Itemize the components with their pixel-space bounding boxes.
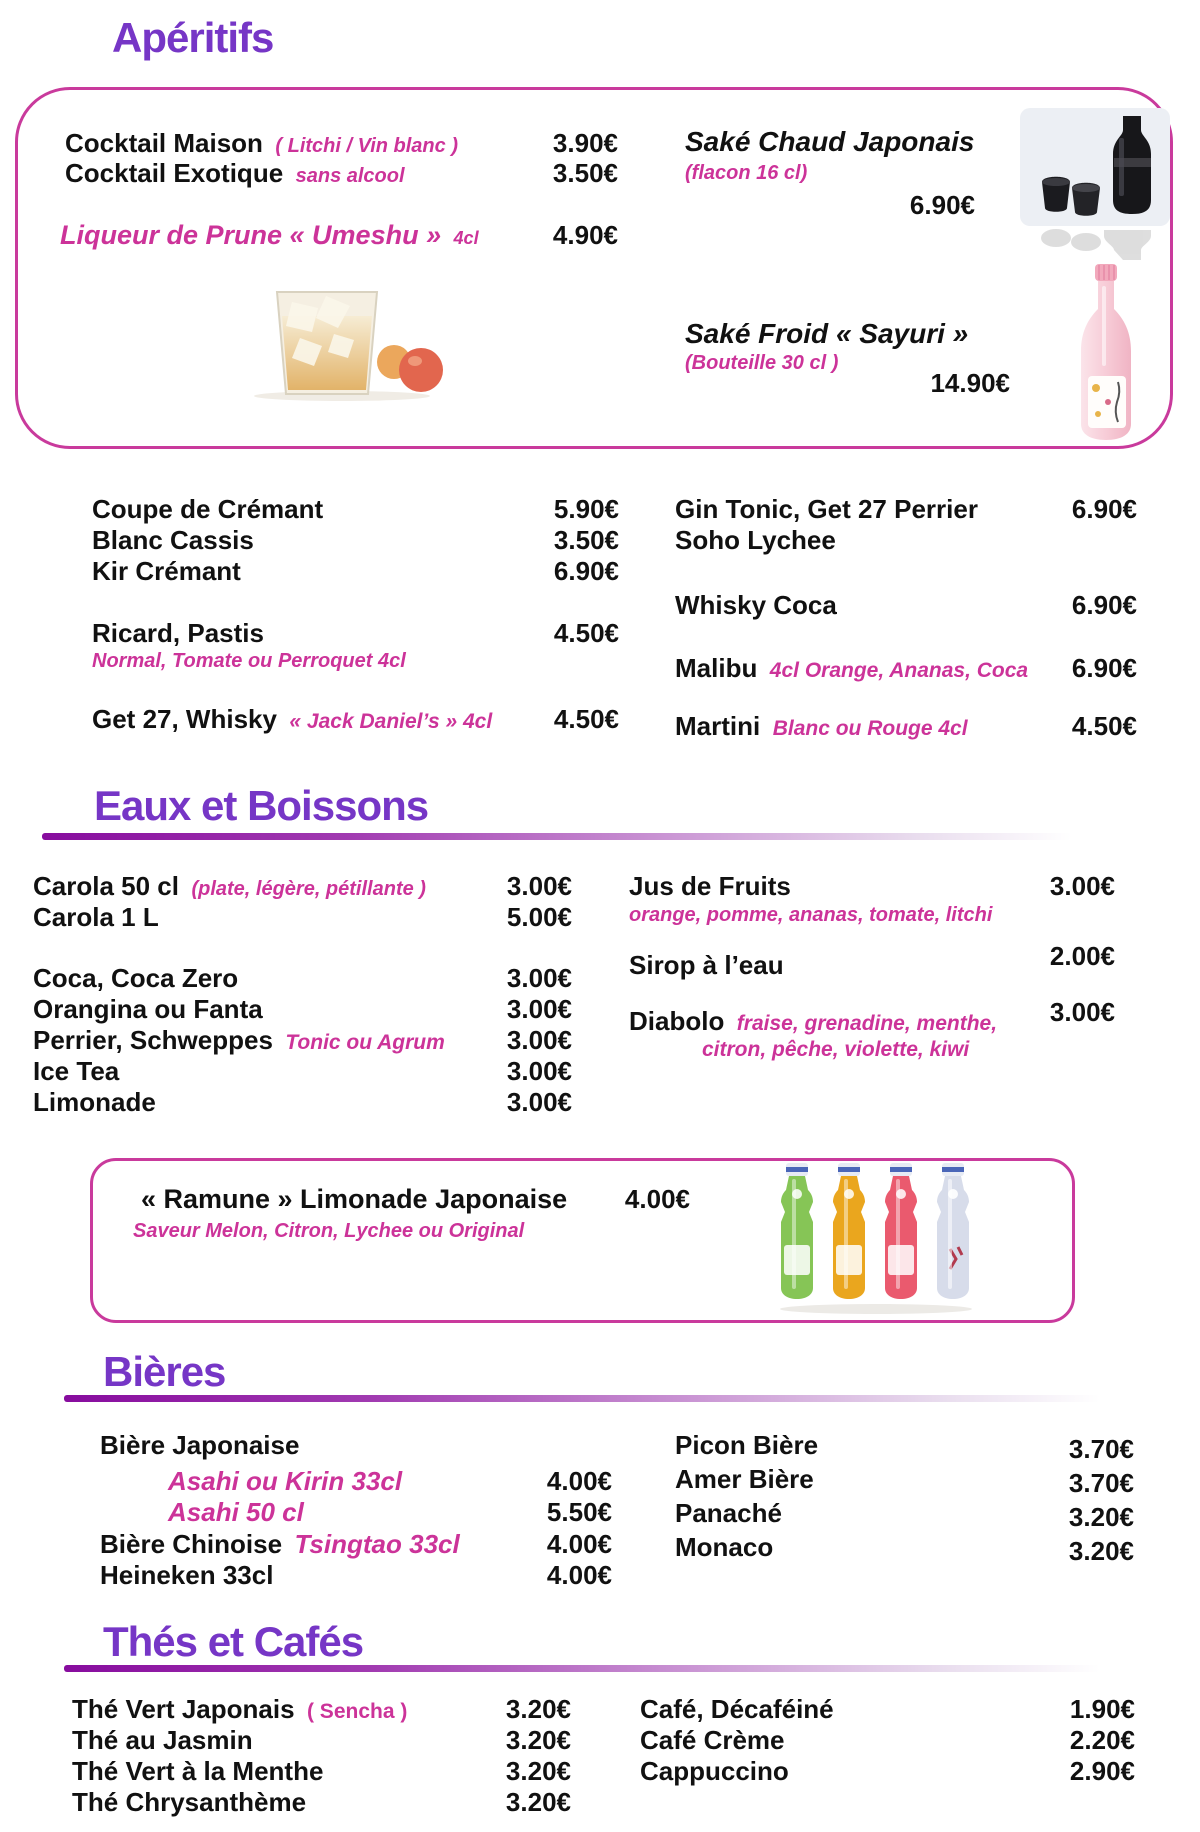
item-price: 5.90€ <box>553 494 619 524</box>
item-group-header: Bière Japonaise <box>100 1430 300 1460</box>
item-price: 6.90€ <box>909 190 975 220</box>
section-title-bieres: Bières <box>103 1348 226 1395</box>
item-name: Blanc Cassis <box>92 525 254 555</box>
item-price: 6.90€ <box>1071 653 1137 683</box>
item-note: citron, pêche, violette, kiwi <box>702 1038 970 1061</box>
item-name: Sirop à l’eau <box>629 950 784 980</box>
section-title-aperitifs: Apéritifs <box>112 14 274 61</box>
menu-row-get27 <box>92 704 492 735</box>
item-name: Cocktail Exotique <box>65 158 284 188</box>
item-name: Perrier, Schweppes <box>33 1025 273 1055</box>
item-price: 3.00€ <box>1049 997 1115 1027</box>
menu-row-martini <box>675 711 968 742</box>
item-note: fraise, grenadine, menthe, <box>736 1012 998 1035</box>
ramune-bottles-photo <box>772 1163 980 1315</box>
item-name: Gin Tonic, Get 27 Perrier <box>675 494 978 524</box>
item-name-ramune: « Ramune » Limonade Japonaise <box>141 1184 568 1214</box>
item-price: 4.90€ <box>552 220 618 250</box>
item-name-sake-froid: Saké Froid « Sayuri » <box>685 318 969 349</box>
item-price: 3.00€ <box>1049 871 1115 901</box>
item-price: 3.00€ <box>506 1087 572 1117</box>
item-name-sake-chaud: Saké Chaud Japonais <box>685 126 975 157</box>
item-name: Bière Chinoise <box>100 1529 283 1559</box>
item-name: Café, Décaféiné <box>640 1694 834 1724</box>
menu-row-tsingtao <box>100 1529 460 1560</box>
item-note: sans alcool <box>295 165 405 187</box>
item-note: Blanc ou Rouge 4cl <box>772 717 968 740</box>
menu-row-perrier <box>33 1025 445 1056</box>
item-name: Ricard, Pastis <box>92 618 264 648</box>
item-price: 14.90€ <box>930 368 1010 398</box>
item-name: Martini <box>675 711 761 741</box>
item-name: Jus de Fruits <box>629 871 791 901</box>
item-price: 3.70€ <box>1068 1468 1134 1498</box>
item-price: 3.00€ <box>506 1056 572 1086</box>
item-name: Carola 50 cl <box>33 871 179 901</box>
item-price: 3.70€ <box>1068 1434 1134 1464</box>
item-price: 2.90€ <box>1069 1756 1135 1786</box>
item-note: 4cl <box>453 228 479 248</box>
sayuri-bottle-photo <box>1058 262 1153 442</box>
item-note: ( Sencha ) <box>306 1700 408 1723</box>
menu-row-malibu <box>675 653 1028 684</box>
item-name: Diabolo <box>629 1006 725 1036</box>
item-name: Asahi ou Kirin 33cl <box>168 1466 403 1496</box>
item-name: Thé Chrysanthème <box>72 1787 307 1817</box>
item-note: Normal, Tomate ou Perroquet 4cl <box>92 650 406 672</box>
item-price: 6.90€ <box>1071 590 1137 620</box>
item-name: Monaco <box>675 1532 774 1562</box>
item-price: 2.20€ <box>1069 1725 1135 1755</box>
item-name: Café Crème <box>640 1725 785 1755</box>
item-price: 3.00€ <box>506 871 572 901</box>
item-note: « Jack Daniel’s » 4cl <box>289 710 493 733</box>
item-price: 1.90€ <box>1069 1694 1135 1724</box>
item-price: 3.20€ <box>505 1787 571 1817</box>
item-note: orange, pomme, ananas, tomate, litchi <box>629 904 993 926</box>
item-price: 3.00€ <box>506 1025 572 1055</box>
item-name: Cocktail Maison <box>65 128 263 158</box>
section-title-eaux: Eaux et Boissons <box>94 782 429 829</box>
item-price: 3.50€ <box>553 525 619 555</box>
item-price: 3.20€ <box>1068 1502 1134 1532</box>
section-divider-bar <box>64 1665 1100 1672</box>
item-price: 4.50€ <box>553 704 619 734</box>
item-name: Amer Bière <box>675 1464 814 1494</box>
item-note: Saveur Melon, Citron, Lychee ou Original <box>133 1220 525 1242</box>
item-name: Cappuccino <box>640 1756 789 1786</box>
menu-row-liqueur-prune <box>60 220 479 251</box>
item-price: 4.00€ <box>546 1560 612 1590</box>
item-note: (plate, légère, pétillante ) <box>191 878 426 900</box>
item-name: Thé Vert à la Menthe <box>72 1756 324 1786</box>
item-name: Carola 1 L <box>33 902 159 932</box>
item-note: (Bouteille 30 cl ) <box>685 352 839 374</box>
item-price: 6.90€ <box>1071 494 1137 524</box>
item-price: 3.20€ <box>505 1756 571 1786</box>
item-price: 4.50€ <box>1071 711 1137 741</box>
umeshu-glass-photo <box>222 282 457 402</box>
item-price: 4.00€ <box>546 1529 612 1559</box>
item-price: 4.00€ <box>624 1184 690 1214</box>
menu-row-diabolo <box>629 1006 997 1037</box>
item-name: Heineken 33cl <box>100 1560 274 1590</box>
item-note: (flacon 16 cl) <box>685 162 808 184</box>
menu-row-cocktail-maison <box>65 128 458 159</box>
item-note: Tsingtao 33cl <box>294 1529 460 1559</box>
section-divider-bar <box>64 1395 1100 1402</box>
menu-row-carola50 <box>33 871 426 902</box>
item-name: Coupe de Crémant <box>92 494 324 524</box>
item-price: 3.20€ <box>505 1725 571 1755</box>
section-title-thes: Thés et Cafés <box>103 1618 364 1665</box>
item-name: Orangina ou Fanta <box>33 994 263 1024</box>
item-price: 3.50€ <box>552 158 618 188</box>
item-price: 4.50€ <box>553 618 619 648</box>
item-price: 3.90€ <box>552 128 618 158</box>
item-name: Coca, Coca Zero <box>33 963 239 993</box>
sake-set-photo <box>1020 108 1170 266</box>
item-price: 3.20€ <box>505 1694 571 1724</box>
item-name: Kir Crémant <box>92 556 241 586</box>
item-name: Picon Bière <box>675 1430 819 1460</box>
item-price: 2.00€ <box>1049 941 1115 971</box>
item-price: 5.00€ <box>506 902 572 932</box>
item-note: ( Litchi / Vin blanc ) <box>275 135 458 157</box>
item-name: Panaché <box>675 1498 782 1528</box>
item-price: 3.00€ <box>506 994 572 1024</box>
item-name: Soho Lychee <box>675 525 836 555</box>
item-price: 3.20€ <box>1068 1536 1134 1566</box>
item-name: Liqueur de Prune « Umeshu » <box>60 220 442 250</box>
item-note: Tonic ou Agrum <box>285 1031 445 1054</box>
item-price: 4.00€ <box>546 1466 612 1496</box>
item-name: Asahi 50 cl <box>168 1497 304 1527</box>
item-name: Whisky Coca <box>675 590 837 620</box>
item-price: 3.00€ <box>506 963 572 993</box>
item-name: Limonade <box>33 1087 156 1117</box>
item-name: Thé au Jasmin <box>72 1725 253 1755</box>
item-name: Malibu <box>675 653 758 683</box>
item-note: 4cl Orange, Ananas, Coca <box>769 659 1029 682</box>
menu-row-cocktail-exotique <box>65 158 405 189</box>
item-price: 5.50€ <box>546 1497 612 1527</box>
section-divider-bar <box>42 833 1072 840</box>
item-name: Thé Vert Japonais <box>72 1694 295 1724</box>
item-name: Get 27, Whisky <box>92 704 277 734</box>
menu-row-sencha <box>72 1694 407 1725</box>
item-name: Ice Tea <box>33 1056 120 1086</box>
item-price: 6.90€ <box>553 556 619 586</box>
